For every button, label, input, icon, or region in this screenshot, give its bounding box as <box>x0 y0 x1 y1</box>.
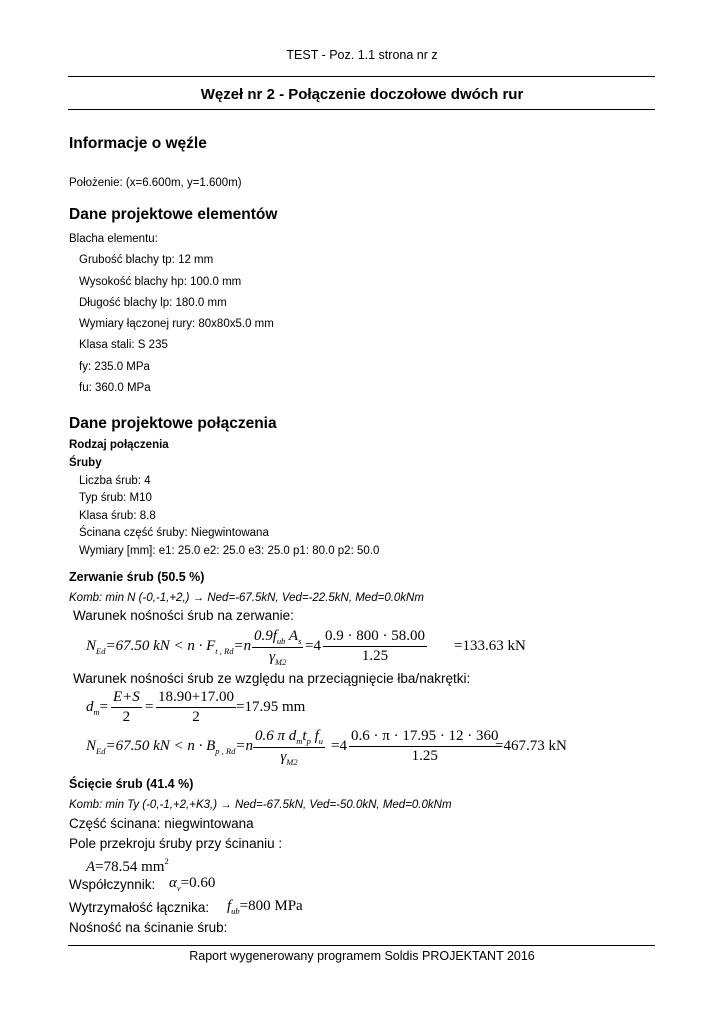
connection-type-label: Rodzaj połączenia <box>69 439 169 451</box>
shear-part: Część ścinana: niegwintowana <box>69 816 254 831</box>
bolt-item: Liczba śrub: 4 <box>79 475 151 487</box>
element-item: Wymiary łączonej rury: 80x80x5.0 mm <box>79 318 274 330</box>
pullthrough-condition: Warunek nośności śrub ze względu na przeciągnięcie łba/nakrętki: <box>73 671 471 686</box>
shear-coef-label: Współczynnik: <box>69 877 156 892</box>
bolt-item: Klasa śrub: 8.8 <box>79 510 156 522</box>
connection-heading: Dane projektowe połączenia <box>69 415 277 432</box>
formula-dm-result: =17.95 mm <box>236 699 306 715</box>
formula-tension-lhs: $N_{Ed}=67.50$ kN < $n \cdot F_{t , Rd}=n$ <box>86 638 252 656</box>
page-header: TEST - Poz. 1.1 strona nr z <box>286 48 438 62</box>
elements-heading: Dane projektowe elementów <box>69 206 278 223</box>
shear-strength-value: $f_{ub}=800$ MPa <box>227 898 303 916</box>
formula-pullthrough-result: =467.73 kN <box>495 738 567 754</box>
formula-pullthrough-lhs: $N_{Ed}=67.50$ kN < $n \cdot B_{p , Rd}=n$ <box>86 738 253 756</box>
tension-heading: Zerwanie śrub (50.5 %) <box>69 570 205 584</box>
element-item: Długość blachy lp: 180.0 mm <box>79 297 227 309</box>
shear-coef-value: $\alpha_v=0.60$ <box>169 875 216 893</box>
bolts-label: Śruby <box>69 457 102 469</box>
title-rule <box>68 109 655 110</box>
shear-heading: Ścięcie śrub (41.4 %) <box>69 777 194 791</box>
plate-label: Blacha elementu: <box>69 233 158 245</box>
formula-tension-eq: =4 <box>305 638 321 654</box>
formula-pullthrough-values: $\frac{0.6 \cdot \pi \cdot 17.95 \cdot 12 \cdot 360}{1.25}$ <box>351 728 499 764</box>
page-footer: Raport wygenerowany programem Soldis PROJEKTANT 2016 <box>189 949 535 963</box>
location-text: Położenie: (x=6.600m, y=1.600m) <box>69 177 242 189</box>
formula-dm-fraction: $\frac{E+S}{2}$ <box>113 689 140 725</box>
formula-tension-fraction: $0.9f_{ub}$ $A_s$ $\gamma_{M2}$ <box>254 628 302 667</box>
shear-combination: Komb: min Ty (-0,-1,+2,+K3,) → Ned=-67.5kN, Ved=-50.0kN, Med=0.0kNm <box>69 799 452 811</box>
formula-pullthrough-eq: =4 <box>331 738 347 754</box>
shear-area-label: Pole przekroju śruby przy ścinaniu : <box>69 836 283 851</box>
element-item: Grubość blachy tp: 12 mm <box>79 254 214 266</box>
shear-strength-label: Wytrzymałość łącznika: <box>69 900 210 915</box>
shear-capacity-label: Nośność na ścinanie śrub: <box>69 920 228 935</box>
document-title: Węzeł nr 2 - Połączenie doczołowe dwóch rur <box>200 86 524 103</box>
formula-pullthrough-fraction: 0.6 π $d_mt_p$ $f_u$ $\gamma_{M2}$ <box>255 728 323 767</box>
info-heading: Informacje o węźle <box>69 135 207 152</box>
formula-tension-result: =133.63 kN <box>454 638 526 654</box>
element-item: Klasa stali: S 235 <box>79 339 168 351</box>
formula-tension-values: $\frac{0.9 \cdot 800 \cdot 58.00}{1.25}$ <box>325 628 425 664</box>
element-item: Wysokość blachy hp: 100.0 mm <box>79 276 242 288</box>
element-item: fy: 235.0 MPa <box>79 361 150 373</box>
bolt-item: Wymiary [mm]: e1: 25.0 e2: 25.0 e3: 25.0 p1: 80.0 p2: 50.0 <box>79 545 380 557</box>
formula-dm-lhs: $d_m=$ <box>86 699 109 717</box>
element-item: fu: 360.0 MPa <box>79 382 151 394</box>
footer-rule <box>68 945 655 946</box>
header-rule <box>68 76 655 77</box>
shear-area-value: A=78.54 $mm^2$ <box>86 856 169 875</box>
tension-combination: Komb: min N (-0,-1,+2,) → Ned=-67.5kN, Ved=-22.5kN, Med=0.0kNm <box>69 592 424 604</box>
tension-condition: Warunek nośności śrub na zerwanie: <box>73 608 294 623</box>
bolt-item: Typ śrub: M10 <box>79 492 152 504</box>
bolt-item: Ścinana część śruby: Niegwintowana <box>79 527 269 539</box>
formula-dm-values: $\frac{18.90+17.00}{2}$ <box>158 689 234 725</box>
